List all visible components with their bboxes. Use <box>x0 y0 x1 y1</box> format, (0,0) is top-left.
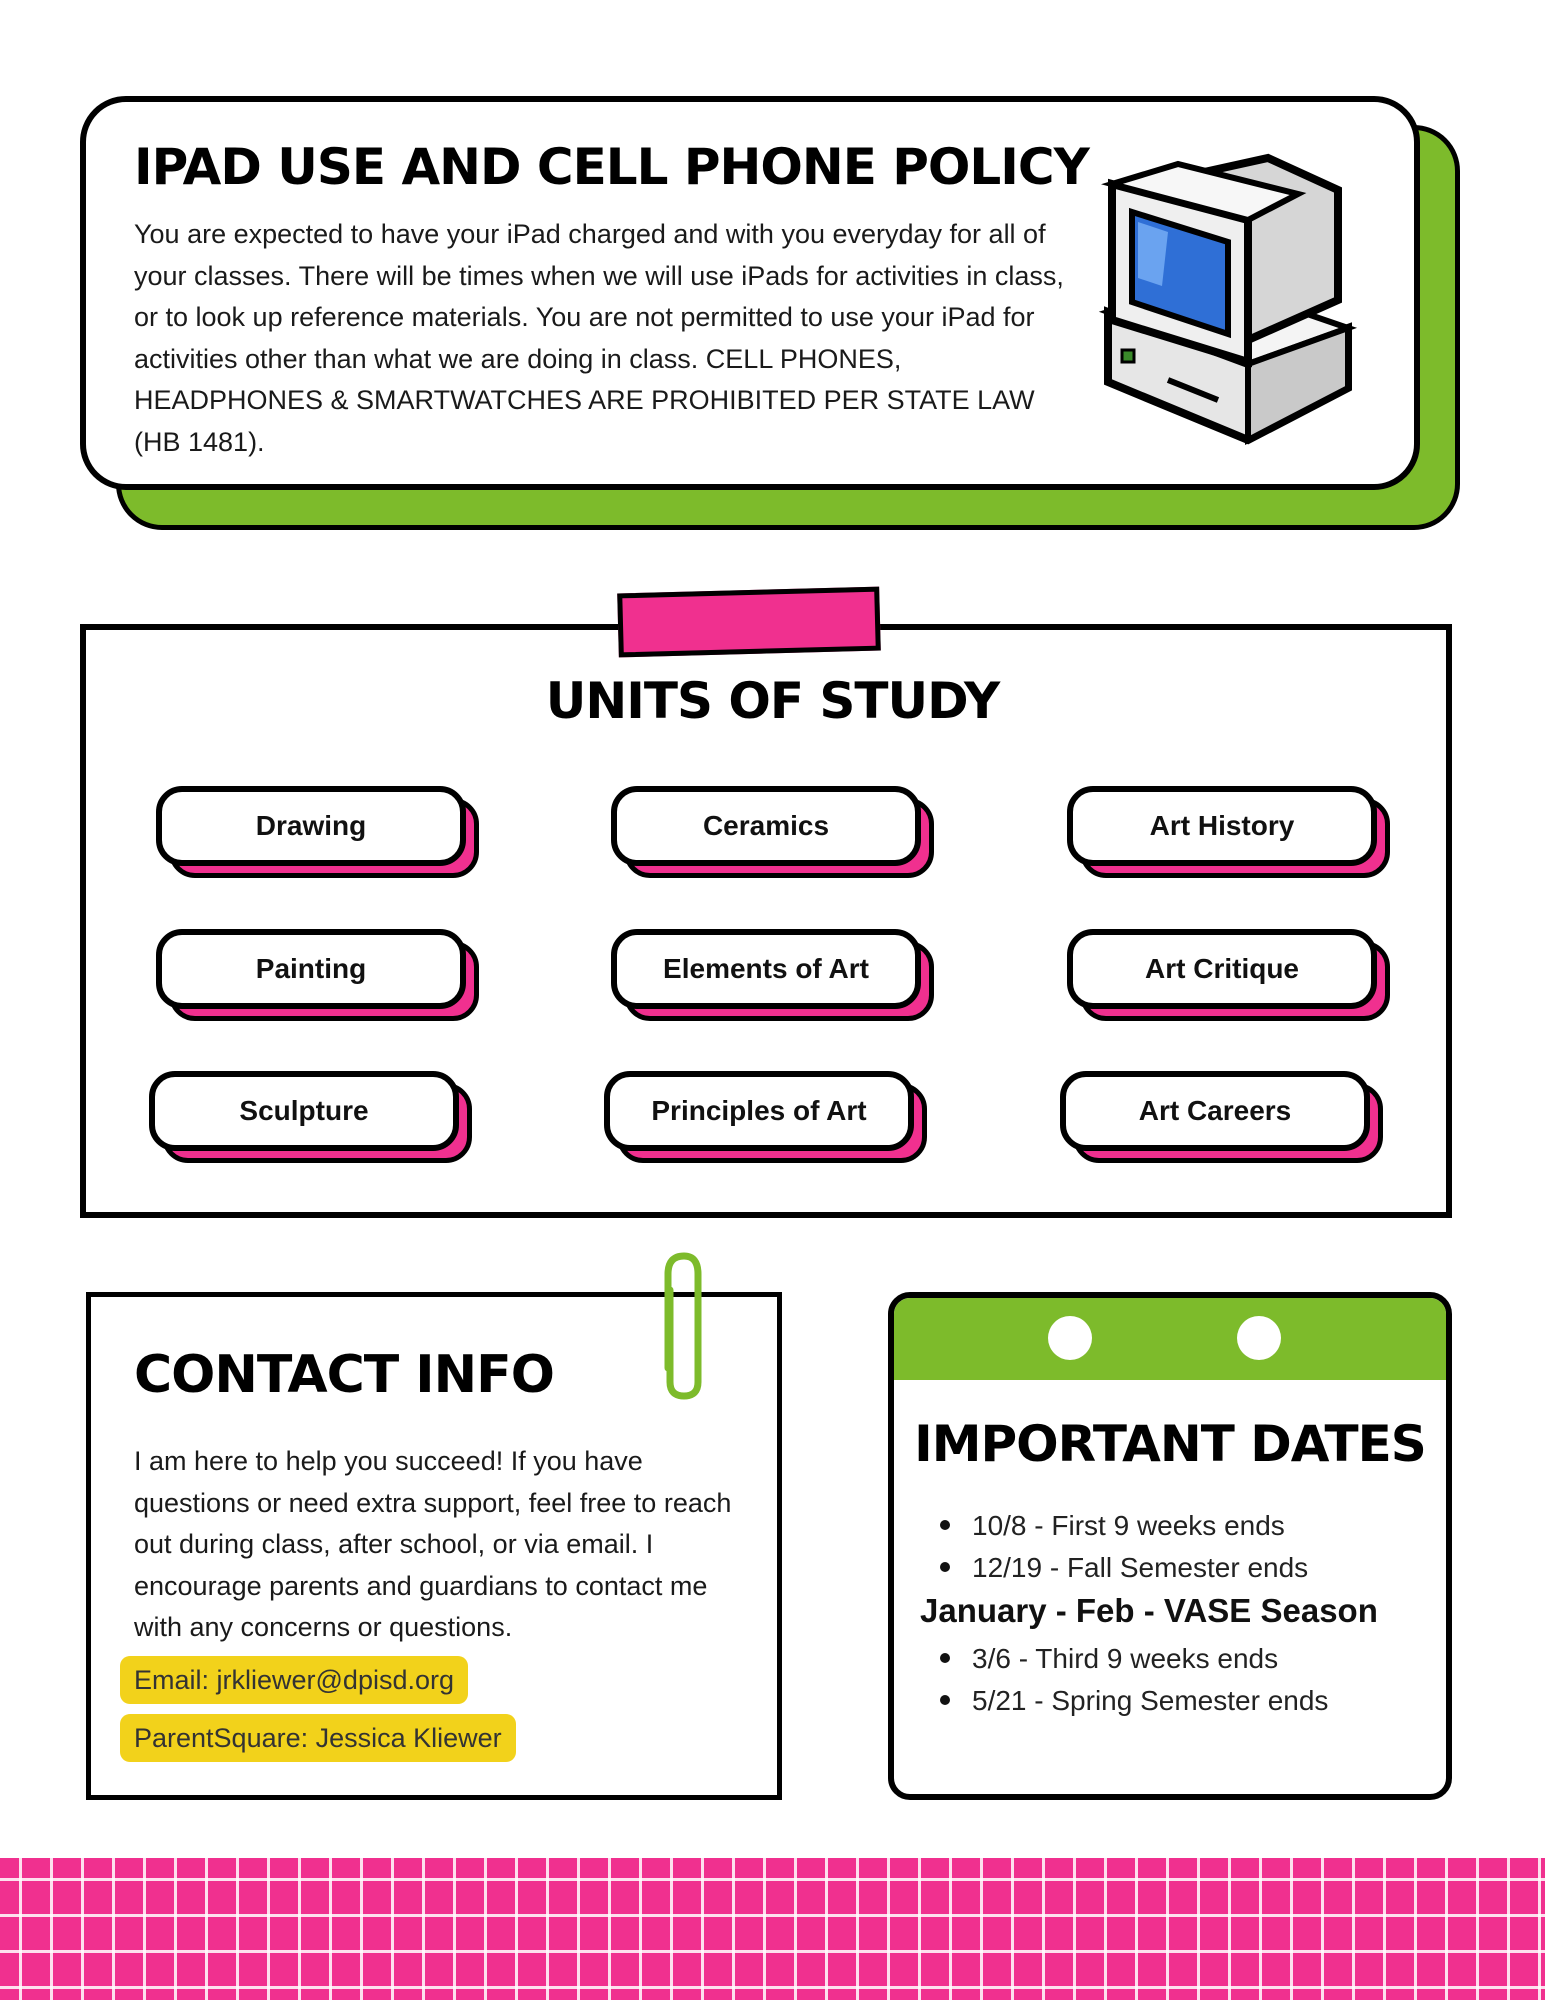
footer-grid-band <box>0 1858 1545 2000</box>
date-text: 10/8 - First 9 weeks ends <box>972 1510 1285 1541</box>
date-text: 3/6 - Third 9 weeks ends <box>972 1643 1279 1674</box>
calendar-ring-hole <box>1048 1316 1092 1360</box>
date-item <box>940 1643 1278 1675</box>
unit-pill-principles-of-art <box>604 1071 914 1151</box>
unit-label: Art Critique <box>1067 929 1377 1009</box>
contact-parentsquare: ParentSquare: Jessica Kliewer <box>120 1714 516 1762</box>
date-text: 12/19 - Fall Semester ends <box>972 1552 1309 1583</box>
date-item <box>940 1510 1285 1542</box>
bullet-icon <box>940 1520 950 1530</box>
dates-title: IMPORTANT DATES <box>914 1415 1426 1473</box>
bullet-icon <box>940 1653 950 1663</box>
unit-pill-drawing <box>156 786 466 866</box>
unit-label: Elements of Art <box>611 929 921 1009</box>
unit-pill-sculpture <box>149 1071 459 1151</box>
calendar-ring-hole <box>1237 1316 1281 1360</box>
date-item <box>940 1552 1308 1584</box>
unit-pill-elements-of-art <box>611 929 921 1009</box>
retro-computer-icon <box>1098 150 1360 462</box>
unit-label: Drawing <box>156 786 466 866</box>
paperclip-icon <box>654 1250 704 1400</box>
unit-pill-art-critique <box>1067 929 1377 1009</box>
contact-title: CONTACT INFO <box>134 1345 554 1405</box>
bullet-icon <box>940 1562 950 1572</box>
bullet-icon <box>940 1695 950 1705</box>
calendar-header <box>894 1298 1446 1380</box>
unit-pill-art-careers <box>1060 1071 1370 1151</box>
unit-label: Sculpture <box>149 1071 459 1151</box>
units-title: UNITS OF STUDY <box>545 672 1000 730</box>
date-text: 5/21 - Spring Semester ends <box>972 1685 1329 1716</box>
policy-text: You are expected to have your iPad charged and with you everyday for all of your classes. There will be times when we will use iPads for activities in class, or to look up reference materials. You are not permitted to use your iPad for activities other than what we are doing in class. CELL PHONES, HEADPHONES & SMARTWATCHES ARE PROHIBITED PER STATE LAW (HB 1481). <box>134 219 1064 457</box>
policy-title: IPAD USE AND CELL PHONE POLICY <box>134 138 1089 196</box>
unit-label: Ceramics <box>611 786 921 866</box>
date-item <box>940 1685 1328 1717</box>
unit-label: Art History <box>1067 786 1377 866</box>
contact-email[interactable]: Email: jrkliewer@dpisd.org <box>120 1656 468 1704</box>
contact-text: I am here to help you succeed! If you have questions or need extra support, feel free to reach out during class, after school, or via email. I encourage parents and guardians to contact me with any concerns or questions. <box>134 1446 732 1642</box>
unit-label: Painting <box>156 929 466 1009</box>
tape-decoration <box>617 587 881 658</box>
unit-label: Principles of Art <box>604 1071 914 1151</box>
unit-pill-ceramics <box>611 786 921 866</box>
unit-pill-painting <box>156 929 466 1009</box>
season-heading: January - Feb - VASE Season <box>920 1592 1378 1629</box>
unit-pill-art-history <box>1067 786 1377 866</box>
unit-label: Art Careers <box>1060 1071 1370 1151</box>
